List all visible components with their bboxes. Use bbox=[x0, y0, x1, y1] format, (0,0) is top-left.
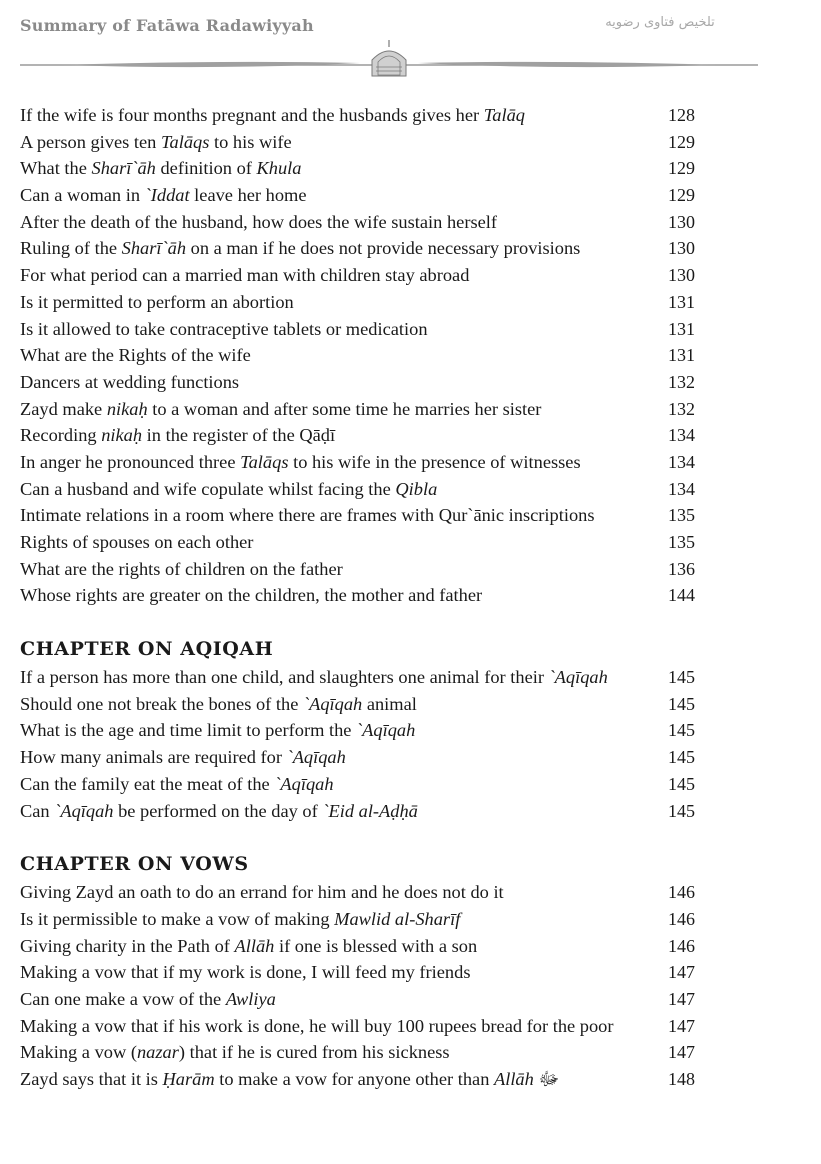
toc-entry-title: Should one not break the bones of the `Aqīqah animal bbox=[20, 693, 417, 714]
toc-entry[interactable] bbox=[20, 933, 710, 960]
toc-entry-title: In anger he pronounced three Talāqs to his wife in the presence of witnesses bbox=[20, 451, 581, 472]
toc-entry-page-number: 144 bbox=[668, 585, 695, 606]
toc-entry-page-number: 132 bbox=[668, 371, 695, 392]
toc-entry[interactable] bbox=[20, 342, 710, 369]
dome-emblem-icon bbox=[372, 40, 406, 76]
toc-entry[interactable] bbox=[20, 691, 710, 718]
toc-entry-page-number: 132 bbox=[668, 398, 695, 419]
toc-entry[interactable] bbox=[20, 396, 710, 423]
toc-entry-page-number: 146 bbox=[668, 882, 695, 903]
toc-entry[interactable] bbox=[20, 422, 710, 449]
toc-entry[interactable] bbox=[20, 879, 710, 906]
toc-entry[interactable] bbox=[20, 771, 710, 798]
toc-entry-title: What are the Rights of the wife bbox=[20, 345, 251, 366]
toc-entry[interactable] bbox=[20, 906, 710, 933]
toc-entry-title: Recording nikaḥ in the register of the Qāḍī bbox=[20, 425, 336, 446]
toc-entry[interactable] bbox=[20, 155, 710, 182]
arabic-calligraphy-logo bbox=[605, 6, 715, 36]
toc-entry-page-number: 147 bbox=[668, 988, 695, 1009]
toc-entry[interactable] bbox=[20, 1066, 710, 1093]
toc-entry[interactable] bbox=[20, 502, 710, 529]
toc-entry[interactable] bbox=[20, 235, 710, 262]
toc-entry[interactable] bbox=[20, 449, 710, 476]
toc-entry-page-number: 131 bbox=[668, 345, 695, 366]
toc-entry[interactable] bbox=[20, 476, 710, 503]
toc-entry-page-number: 148 bbox=[668, 1069, 695, 1089]
toc-entry-page-number: 129 bbox=[668, 131, 695, 152]
toc-entry[interactable] bbox=[20, 262, 710, 289]
toc-entry-page-number: 134 bbox=[668, 425, 695, 446]
toc-entry[interactable] bbox=[20, 744, 710, 771]
toc-entry[interactable] bbox=[20, 529, 710, 556]
chapter-heading: CHAPTER ON VOWS bbox=[20, 853, 249, 876]
toc-entry-title: Can a woman in `Iddat leave her home bbox=[20, 185, 307, 206]
toc-entry-title: A person gives ten Talāqs to his wife bbox=[20, 131, 292, 152]
toc-entry-title: Can a husband and wife copulate whilst facing the Qibla bbox=[20, 478, 438, 499]
toc-entry-title: Zayd make nikaḥ to a woman and after some time he marries her sister bbox=[20, 398, 542, 419]
toc-entry[interactable] bbox=[20, 798, 710, 825]
toc-entry-page-number: 134 bbox=[668, 478, 695, 499]
toc-entry-page-number: 146 bbox=[668, 935, 695, 956]
toc-entry[interactable] bbox=[20, 959, 710, 986]
toc-entry-page-number: 145 bbox=[668, 720, 695, 741]
running-title: Summary of Fatāwa Radawiyyah bbox=[20, 16, 314, 35]
toc-entry-title: Giving Zayd an oath to do an errand for him and he does not do it bbox=[20, 882, 504, 903]
toc-entry-title: After the death of the husband, how does the wife sustain herself bbox=[20, 211, 497, 232]
toc-entry[interactable] bbox=[20, 1013, 710, 1040]
toc-entry-title: Can one make a vow of the Awliya bbox=[20, 988, 276, 1009]
toc-entry-page-number: 145 bbox=[668, 693, 695, 714]
toc-entry-page-number: 130 bbox=[668, 211, 695, 232]
toc-entry-page-number: 147 bbox=[668, 1015, 695, 1036]
toc-entry-title: Is it permissible to make a vow of making Mawlid al-Sharīf bbox=[20, 908, 461, 929]
toc-entry[interactable] bbox=[20, 1039, 710, 1066]
toc-entry-title: If the wife is four months pregnant and the husbands gives her Talāq bbox=[20, 105, 525, 125]
toc-entry-title: Can `Aqīqah be performed on the day of `Eid al-Aḍḥā bbox=[20, 800, 418, 821]
toc-entry-title: Intimate relations in a room where there are frames with Qur`ānic inscriptions bbox=[20, 505, 595, 526]
toc-entry-page-number: 147 bbox=[668, 1042, 695, 1063]
toc-entry-page-number: 136 bbox=[668, 558, 695, 579]
toc-entry-title: Is it permitted to perform an abortion bbox=[20, 291, 294, 312]
table-of-contents bbox=[20, 102, 710, 1093]
toc-entry-page-number: 145 bbox=[668, 667, 695, 688]
toc-entry-page-number: 131 bbox=[668, 291, 695, 312]
toc-entry-title: What the Sharī`āh definition of Khula bbox=[20, 158, 302, 179]
toc-entry[interactable] bbox=[20, 102, 710, 129]
toc-entry-page-number: 147 bbox=[668, 962, 695, 983]
toc-entry-page-number: 134 bbox=[668, 451, 695, 472]
arabic-logo-text: تلخیص فتاوی رضویه bbox=[605, 15, 715, 30]
toc-entry-title: How many animals are required for `Aqīqah bbox=[20, 747, 346, 768]
toc-entry-title: Making a vow that if his work is done, he will buy 100 rupees bread for the poor bbox=[20, 1015, 614, 1036]
toc-entry-title: Making a vow that if my work is done, I will feed my friends bbox=[20, 962, 471, 983]
toc-entry-page-number: 146 bbox=[668, 908, 695, 929]
toc-entry[interactable] bbox=[20, 182, 710, 209]
toc-entry-title: For what period can a married man with children stay abroad bbox=[20, 265, 470, 286]
toc-entry-page-number: 129 bbox=[668, 185, 695, 206]
toc-entry-title: Zayd says that it is Ḥarām to make a vow for anyone other than Allāh ﷻ bbox=[20, 1069, 560, 1089]
toc-entry[interactable] bbox=[20, 664, 710, 691]
toc-entry[interactable] bbox=[20, 556, 710, 583]
toc-entry-title: Dancers at wedding functions bbox=[20, 371, 240, 392]
toc-entry-page-number: 145 bbox=[668, 773, 695, 794]
toc-entry-page-number: 130 bbox=[668, 265, 695, 286]
toc-entry-title: Rights of spouses on each other bbox=[20, 532, 254, 552]
toc-entry[interactable] bbox=[20, 289, 710, 316]
toc-entry-page-number: 135 bbox=[668, 532, 695, 552]
toc-entry-title: Is it allowed to take contraceptive tablets or medication bbox=[20, 318, 428, 339]
toc-entry-title: Ruling of the Sharī`āh on a man if he does not provide necessary provisions bbox=[20, 238, 581, 259]
toc-entry-page-number: 131 bbox=[668, 318, 695, 339]
toc-entry-page-number: 145 bbox=[668, 747, 695, 768]
toc-entry-page-number: 129 bbox=[668, 158, 695, 179]
ornamental-divider bbox=[20, 38, 758, 82]
toc-entry-title: Making a vow (nazar) that if he is cured from his sickness bbox=[20, 1042, 450, 1063]
toc-entry-title: Whose rights are greater on the children, the mother and father bbox=[20, 585, 483, 606]
toc-entry-title: What is the age and time limit to perform the `Aqīqah bbox=[20, 720, 416, 741]
toc-entry[interactable] bbox=[20, 986, 710, 1013]
toc-entry-page-number: 128 bbox=[668, 105, 695, 125]
toc-entry-title: Giving charity in the Path of Allāh if one is blessed with a son bbox=[20, 935, 478, 956]
toc-entry-page-number: 130 bbox=[668, 238, 695, 259]
toc-entry-title: What are the rights of children on the father bbox=[20, 558, 343, 579]
toc-entry-page-number: 145 bbox=[668, 800, 695, 821]
toc-entry[interactable] bbox=[20, 316, 710, 343]
chapter-heading: CHAPTER ON AQIQAH bbox=[20, 638, 274, 661]
toc-entry-title: Can the family eat the meat of the `Aqīqah bbox=[20, 773, 334, 794]
toc-entry-title: If a person has more than one child, and slaughters one animal for their `Aqīqah bbox=[20, 667, 608, 688]
toc-entry[interactable] bbox=[20, 717, 710, 744]
toc-entry[interactable] bbox=[20, 209, 710, 236]
toc-entry-page-number: 135 bbox=[668, 505, 695, 526]
toc-entry[interactable] bbox=[20, 582, 710, 609]
toc-entry[interactable] bbox=[20, 369, 710, 396]
toc-entry[interactable] bbox=[20, 129, 710, 156]
